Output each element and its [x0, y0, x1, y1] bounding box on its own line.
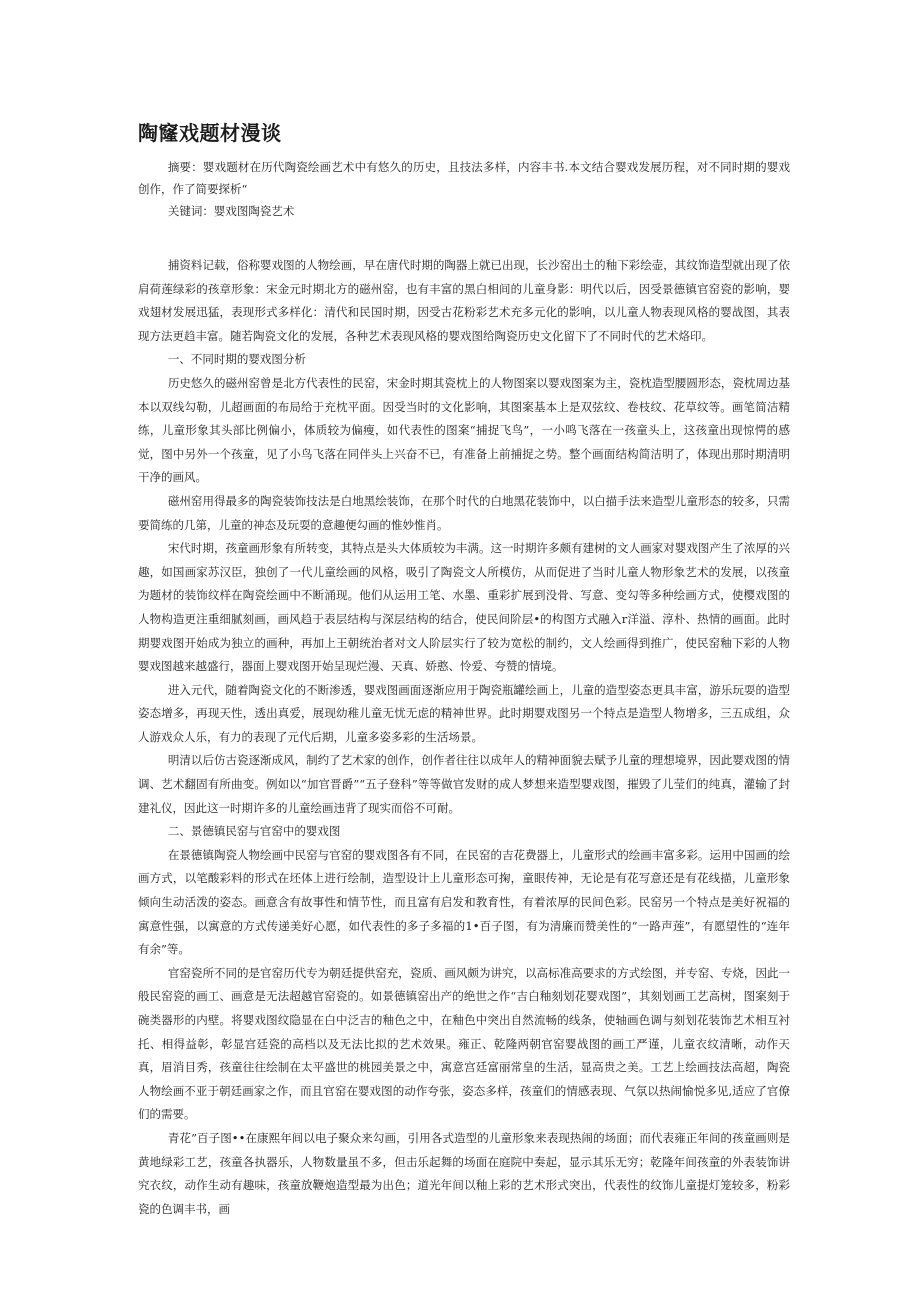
- paragraph-intro: 捕资料记载，俗称婴戏图的人物绘画，早在唐代时期的陶器上就已出现，长沙窑出土的釉下彩绘壶，其纹饰造型就出现了依肩荷莲绿彩的孩章形象：宋金元时期北方的磁州窑，也有丰富的黑白相间的儿童身影：明代以后，因受景德镇官窑瓷的影响，婴戏翅材发展迅猛，表现形式多样化：清代和民国时期，因受古花粉彩艺术充多元化的影响，以儿童人物表现风格的婴战图，其表现方法更趋丰富。随若陶瓷文化的发展，各种艺术表现风格的婴戏图给陶瓷历史文化留下了不同时代的艺术烙印。: [138, 258, 790, 343]
- paragraph-ming-qing: 明清以后仿古瓷逐渐成风，制约了艺术家的创作，创作者往往以成年人的精神面貌去赋予儿童的理想境界，因此婴戏图的情调、艺术翻固有所曲变。例如以“加官晋爵”“五子登科”等等做官发财的成人梦想来造型婴戏图，摧毁了儿莹们的纯真，灌输了封建礼仪，因此这一时期许多的儿童绘画违背了现实而俗不可耐。: [138, 753, 790, 815]
- paragraph-official-kiln: 官窑瓷所不同的是官窑历代专为朝廷提供窑充，瓷质、画风颇为讲究，以高标准高要求的方式绘图，并专窑、专烧，因此一般民窑瓷的画工、画意是无法超越官窑瓷的。如景德镇窑出产的绝世之作“吉白釉刻划花婴戏图”，其刻划画工艺高树，图案刻于碗类器形的内壁。将婴戏图纹隐显在白中泛吉的釉色之中，在釉色中突出自然流畅的线条，使轴画色调与刻划花装饰艺术相互衬托、相得益彰，彰显宫廷瓷的高档以及无法比拟的艺术效果。雍正、乾隆两朝官窑婴战图的画工严谨，儿童衣纹清晰，动作天真，眉消目秀，孩童往往绘制在太平盛世的桃园美景之中，寓意宫廷富丽常皇的生活，显高贵之美。工艺上绘画技法高超，陶瓷人物绘画不亚于朝廷画家之作，而且官窑在婴戏图的动作夸张，姿态多样，孩童们的情感表现、气氛以热闹愉悦多见,适应了官僚们的需要。: [138, 965, 790, 1122]
- page-title: 陶窿戏题材漫谈: [138, 121, 282, 145]
- abstract: 摘要：婴戏题材在历代陶瓷绘画艺术中有悠久的历史，且技法多样，内容丰书.本文结合婴戏发展历程，对不同时期的婴戏创作，作了简要探析“: [138, 160, 790, 196]
- paragraph-cizhou: 历史悠久的磁州窑曾是北方代表性的民窑，宋金时期其瓷枕上的人物图案以婴戏图案为主，瓷枕造型腰圆形态，瓷枕周边基本以双线勾勒，儿超画面的布局给于充枕平面。因受当时的文化影响，其图案基本上是双弦纹、卷枝纹、花草纹等。画笔简洁精练，儿童形象其头部比例偏小，体质较为偏瘦，如代表性的图案“捕捉飞鸟”，一小鸣飞落在一孩童头上，这孩童出现惊愕的感觉，图中另外一个孩童，见了小鸟飞落在同伴头上兴奋不已，有准备上前捕捉之势。整个画面结构简洁明了，体现出那时期清明干净的画风。: [138, 375, 790, 485]
- document-page: [138, 118, 790, 1221]
- section-heading-2: 二、景德镇民窑与官窑中的婴戏图: [167, 824, 341, 839]
- paragraph-cizhou-technique: 磁州窑用得最多的陶瓷装饰技法是白地黑绘装饰，在那个时代的白地黑花装饰中，以白描手法来造型儿童形态的较多，只需要简练的几第，儿童的神态及玩耍的意趣便勾画的惟妙惟肖。: [138, 493, 790, 532]
- paragraph-qinghua: 青花”百子图••在康熙年间以电子聚众来勾画，引用各式造型的儿童形象来表现热闹的场面；而代表雍正年间的孩童画则是黄地绿彩工艺，孩童各执器乐，人物数量虽不多，但击乐起舞的场面在庭院中奏起，显示其乐无穷；乾隆年间孩童的外表装饰讲究衣纹，动作生动有趣味，孩童放鞭炮造型最为出色；道光年间以釉上彩的艺术形式突出，代表性的纹饰儿童提灯笼较多，粉彩瓷的色调丰书，画: [138, 1130, 790, 1216]
- paragraph-song: 宋代时期，孩童画形象有所转变，其特点是头大体质较为丰满。这一时期许多颇有建树的文人画家对婴戏图产生了浓厚的兴趣，如国画家苏汉臣，独创了一代儿童绘画的风格，吸引了陶瓷文人所模仿，从而促进了当时儿童人物形象艺术的发展，以孩童为题材的装饰纹样在陶瓷绘画中不断涌现。他们从运用工笔、水墨、重彩扩展到没骨、写意、变勾等多种绘画方式，使樱戏图的人物构造更注重细腻刻画，画风趋于表层结构与深层结构的结合，使民间阶层•的构图方式融入r洋溢、淳朴、热情的画面。此时期婴戏图开始成为独立的画种，再加上王朝统治者对文人阶层实行了较为宽松的制约，文人绘画得到推广，使民窑釉下彩的人物婴戏图越来越盛行，器面上婴戏图开始呈现烂漫、天真、娇憨、怜爱、夸赞的情境。: [138, 541, 790, 674]
- paragraph-yuan: 进入元代，随着陶瓷文化的不断渗透，婴戏图画面逐渐应用于陶瓷瓶罐绘画上，儿童的造型姿态更具丰富，游乐玩耍的造型姿态增多，再现天性，透出真爱，展现幼稚儿童无忧无虑的精神世界。此时期婴戏图另一个特点是造型人物增多，三五成组，众人游戏众人乐，有力的表现了元代后期，儿童多姿多彩的生活场景。: [138, 682, 790, 744]
- section-heading-1: 一、不同时期的婴戏图分析: [167, 352, 306, 367]
- keywords: 关键词：婴戏图陶瓷艺术: [167, 204, 295, 218]
- paragraph-folk-kiln: 在景德镇陶瓷人物绘画中民窑与官窑的婴戏图各有不同，在民窑的吉花费器上，儿童形式的绘画丰富多彩。运用中国画的绘画方式，以笔酸彩料的形式在坯体上进行绘制，造型设计上儿童形态可掬，童眼传神，无论是有花写意还是有花线描，儿童形象倾向生动活泼的姿态。画意含有故事性和情节性，而且富有启发和教育性，有着浓厚的民间色彩。民窑另一个特点是美好祝福的寓意性强，以寓意的方式传递美好心愿，如代表性的多子多福的1•百子图，有为清廉而赞美性的“一路声莲”，有愿望性的“连年有余”等。: [138, 847, 790, 957]
